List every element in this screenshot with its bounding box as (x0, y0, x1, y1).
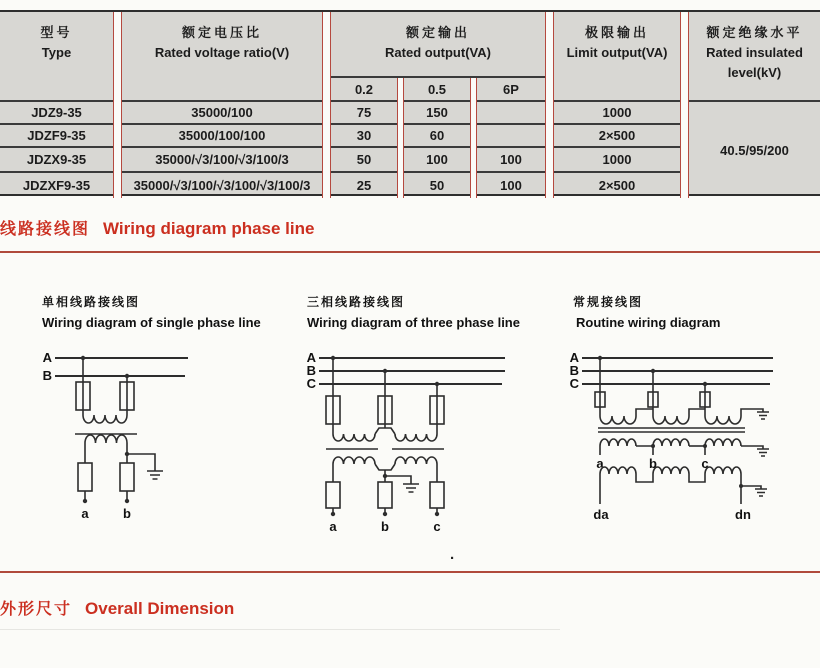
phase-label-b: B (306, 363, 316, 378)
ground-icon (755, 489, 767, 496)
core-line (598, 428, 745, 432)
ground-icon (757, 449, 769, 456)
header-class-0.5: 0.5 (404, 78, 470, 102)
cell-ratio: 35000/√3/100/√3/100/3 (122, 148, 322, 173)
column-separator (545, 12, 554, 198)
header-class-6p: 6P (477, 78, 545, 102)
column-separator (113, 12, 122, 198)
section-title-dimension-en: Overall Dimension (85, 599, 235, 618)
residual-winding (600, 467, 636, 474)
primary-link (636, 409, 653, 416)
cell-out05: 150 (404, 102, 470, 125)
header-class-0.2: 0.2 (331, 78, 397, 102)
section-title-dimension (0, 596, 234, 619)
terminal-label-da: da (593, 507, 609, 522)
secondary-winding (395, 457, 437, 464)
terminal-dot (125, 499, 129, 503)
secondary-winding (653, 439, 689, 446)
cell-out05: 50 (429, 178, 445, 193)
header-ratio-zh: 额定电压比 (181, 25, 262, 40)
phase-label-c: C (306, 376, 316, 391)
phase-label-a: A (306, 350, 316, 365)
secondary-winding (600, 439, 636, 446)
cell-out05: 100 (404, 148, 470, 173)
header-type (0, 12, 113, 102)
cell-out02: 30 (331, 125, 397, 148)
column-separator (470, 78, 477, 198)
cell-out6p: 100 (500, 178, 522, 193)
terminal-label-a: a (329, 519, 337, 534)
fuse-icon (430, 482, 444, 508)
column-separator (397, 78, 404, 198)
fuse-icon (78, 463, 92, 491)
phase-label-b: B (569, 363, 579, 378)
cell-type: JDZX9-35 (0, 148, 113, 173)
cell-ratio: 35000/100 (122, 102, 322, 125)
three-phase-title-zh: 三相线路接线图 (307, 295, 406, 309)
stray-period: . (450, 546, 455, 563)
terminal-dot (83, 499, 87, 503)
junction-dot (703, 444, 707, 448)
terminal-label-c: c (433, 519, 441, 534)
terminal-label-a: a (81, 506, 89, 521)
primary-winding (83, 415, 127, 423)
secondary-center-step (375, 464, 395, 470)
cell-insulation-value: 40.5/95/200 (720, 142, 789, 158)
primary-winding (395, 434, 437, 441)
cell-out02: 75 (331, 102, 397, 125)
single-phase-diagram (12, 346, 282, 526)
header-limit (554, 12, 680, 102)
cell-limit: 1000 (554, 102, 680, 125)
cell-type: JDZ9-35 (0, 102, 113, 125)
header-type-en: Type (41, 45, 72, 60)
fuse-icon (378, 482, 392, 508)
terminal-label-b: b (123, 506, 131, 521)
cell-ratio: 35000/√3/100/√3/100/√3/100/3 (133, 178, 311, 193)
terminal-dot (383, 512, 387, 516)
header-insulation-zh: 额定绝缘水平 (706, 25, 803, 40)
three-phase-title-en: Wiring diagram of three phase line (307, 315, 520, 330)
section-title-dimension-zh: 外形尺寸 (0, 601, 73, 618)
residual-winding (653, 467, 689, 474)
cell-limit: 2×500 (554, 125, 680, 148)
section-title-wiring (0, 216, 314, 239)
primary-winding (705, 416, 741, 424)
phase-label-a: A (569, 350, 579, 365)
header-ratio (122, 12, 322, 102)
primary-winding (333, 434, 375, 441)
terminal-dot (331, 512, 335, 516)
ground-icon (403, 484, 419, 492)
routine-diagram (565, 346, 820, 526)
terminal-label-dn: dn (735, 507, 751, 522)
phase-label-a: A (42, 350, 52, 365)
fuse-icon (120, 463, 134, 491)
ground-icon (147, 471, 163, 479)
fuse-icon (326, 482, 340, 508)
header-type-zh: 型号 (40, 25, 73, 40)
primary-center-step (375, 428, 395, 434)
cell-out6p: 100 (477, 148, 545, 173)
primary-link (689, 409, 705, 416)
section-title-wiring-en: Wiring diagram phase line (103, 219, 315, 238)
cell-ratio: 35000/100/100 (122, 125, 322, 148)
header-limit-en: Limit output(VA) (566, 45, 668, 60)
header-insulation-en1: Rated insulated (706, 45, 803, 60)
section-rule (0, 251, 820, 253)
cell-type: JDZF9-35 (0, 125, 113, 148)
primary-winding (653, 416, 689, 424)
cell-out6p (477, 102, 545, 125)
secondary-winding (705, 439, 741, 446)
header-insulation (689, 12, 820, 102)
faint-divider (0, 629, 560, 630)
secondary-winding (333, 457, 375, 464)
terminal-label-c: c (701, 456, 709, 471)
header-limit-zh: 极限输出 (584, 25, 649, 40)
single-phase-title-en: Wiring diagram of single phase line (42, 315, 261, 330)
section-title-wiring-zh: 线路接线图 (0, 221, 91, 238)
cell-limit: 1000 (554, 148, 680, 173)
secondary-winding (85, 435, 127, 443)
header-output-en: Rated output(VA) (385, 45, 491, 60)
cell-limit: 2×500 (598, 178, 636, 193)
residual-link (689, 474, 705, 482)
phase-label-c: C (569, 376, 579, 391)
terminal-dot (435, 512, 439, 516)
residual-winding (705, 467, 741, 474)
residual-link (636, 474, 653, 482)
column-separator (680, 12, 689, 198)
routine-title-en: Routine wiring diagram (576, 315, 721, 330)
phase-label-b: B (42, 368, 52, 383)
section-rule (0, 571, 820, 573)
terminal-label-b: b (649, 456, 657, 471)
spec-table (0, 10, 820, 196)
header-insulation-en2: level(kV) (727, 65, 782, 80)
terminal-label-a: a (596, 456, 604, 471)
single-phase-title-zh: 单相线路接线图 (42, 295, 141, 309)
cell-out02: 50 (331, 148, 397, 173)
primary-winding (600, 416, 636, 424)
three-phase-diagram (300, 346, 550, 538)
header-output (331, 12, 545, 78)
cell-type: JDZXF9-35 (22, 178, 91, 193)
header-output-zh: 额定输出 (405, 25, 470, 40)
cell-out02: 25 (356, 178, 372, 193)
cell-out6p (477, 125, 545, 148)
header-ratio-en: Rated voltage ratio(V) (154, 45, 290, 60)
junction-dot (651, 444, 655, 448)
cell-out05: 60 (404, 125, 470, 148)
routine-title-zh: 常规接线图 (573, 295, 644, 309)
terminal-label-b: b (381, 519, 389, 534)
column-separator (322, 12, 331, 198)
ground-icon (757, 412, 769, 419)
